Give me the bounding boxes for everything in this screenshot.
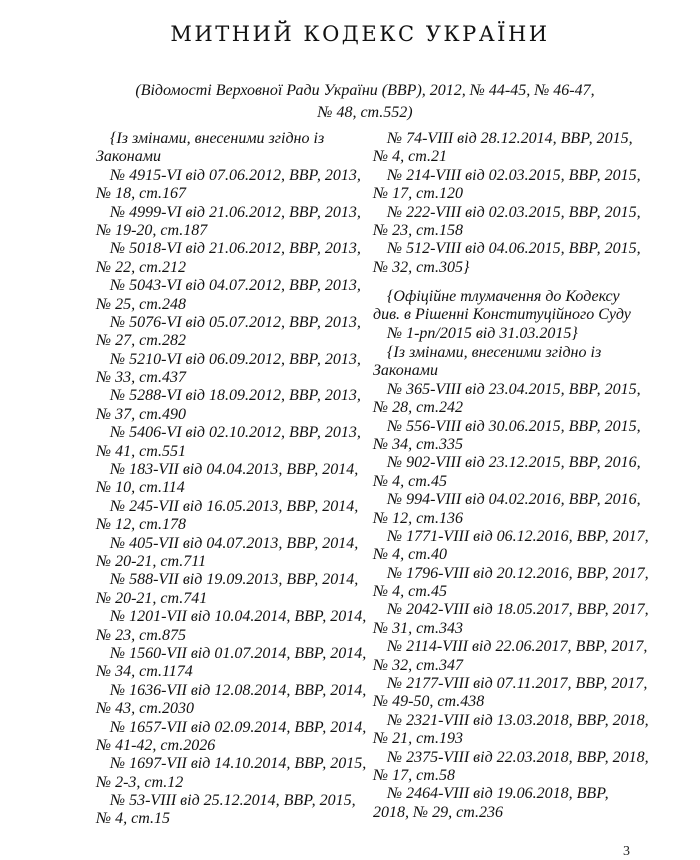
text-line: № 365-VIII від 23.04.2015, ВВР, 2015, [387, 380, 641, 398]
text-line: № 4, ст.45 [373, 583, 447, 601]
text-line: № 1697-VII від 14.10.2014, ВВР, 2015, [110, 755, 367, 773]
text-line: № 34, ст.1174 [96, 663, 193, 681]
text-line: № 2114-VIII від 22.06.2017, ВВР, 2017, [387, 638, 648, 656]
text-line: № 41, ст.551 [96, 442, 186, 460]
text-line: {Із змінами, внесеними згідно із [110, 130, 325, 147]
text-line: № 33, ст.437 [96, 369, 186, 387]
text-line: № 222-VIII від 02.03.2015, ВВР, 2015, [387, 203, 641, 221]
source-reference [130, 80, 600, 124]
text-line: № 17, ст.120 [373, 185, 463, 203]
text-line: № 2042-VIII від 18.05.2017, ВВР, 2017, [387, 601, 649, 619]
text-line: № 2177-VIII від 07.11.2017, ВВР, 2017, [387, 675, 648, 693]
text-line: № 37, ст.490 [96, 405, 186, 423]
text-line: {Із змінами, внесеними згідно із [387, 344, 602, 361]
text-line: № 43, ст.2030 [96, 700, 194, 718]
amendments-left-column [96, 130, 366, 829]
text-line: № 902-VIII від 23.12.2015, ВВР, 2016, [387, 454, 641, 472]
text-line: № 17, ст.58 [373, 766, 455, 784]
text-line: № 214-VIII від 02.03.2015, ВВР, 2015, [387, 166, 641, 184]
text-line: № 5076-VI від 05.07.2012, ВВР, 2013, [110, 313, 361, 331]
amendments-right-column-top [373, 130, 643, 277]
text-line: № 4, ст.15 [96, 810, 170, 828]
document-title: МИТНИЙ КОДЕКС УКРАЇНИ [170, 22, 550, 46]
official-interpretation-note [373, 288, 643, 343]
text-line: № 1636-VII від 12.08.2014, ВВР, 2014, [110, 681, 367, 699]
text-line: 2018, № 29, ст.236 [373, 803, 503, 821]
text-line: № 4, ст.40 [373, 546, 447, 564]
text-line: № 5406-VI від 02.10.2012, ВВР, 2013, [110, 424, 361, 442]
text-line: № 10, ст.114 [96, 479, 185, 497]
text-line: № 28, ст.242 [373, 399, 463, 417]
text-line: № 5043-VI від 04.07.2012, ВВР, 2013, [110, 277, 361, 295]
text-line: № 53-VIII від 25.12.2014, ВВР, 2015, [110, 792, 356, 810]
text-line: № 1560-VII від 01.07.2014, ВВР, 2014, [110, 644, 367, 662]
text-line: № 5018-VI від 21.06.2012, ВВР, 2013, [110, 240, 361, 258]
text-line: № 1771-VIII від 06.12.2016, ВВР, 2017, [387, 527, 649, 545]
text-line: № 74-VIII від 28.12.2014, ВВР, 2015, [387, 130, 633, 147]
text-line: № 405-VII від 04.07.2013, ВВР, 2014, [110, 534, 359, 552]
text-line: Законами [96, 148, 161, 166]
text-line: № 1657-VII від 02.09.2014, ВВР, 2014, [110, 718, 367, 736]
text-line: № 12, ст.178 [96, 516, 186, 534]
text-line: Законами [373, 362, 438, 380]
text-line: № 32, ст.305} [373, 258, 470, 276]
text-line: № 2464-VIII від 19.06.2018, ВВР, [387, 785, 609, 803]
text-line: № 5288-VI від 18.09.2012, ВВР, 2013, [110, 387, 361, 405]
text-line: № 27, ст.282 [96, 332, 186, 350]
text-line: № 18, ст.167 [96, 185, 186, 203]
text-line: № 32, ст.347 [373, 656, 463, 674]
text-line: № 4, ст.45 [373, 472, 447, 490]
text-line: № 41-42, ст.2026 [96, 736, 216, 754]
text-line: № 1-рп/2015 від 31.03.2015} [387, 324, 578, 342]
text-line: № 19-20, ст.187 [96, 221, 208, 239]
text-line: № 4, ст.21 [373, 148, 447, 166]
text-line: № 183-VII від 04.04.2013, ВВР, 2014, [110, 461, 359, 479]
text-line: № 588-VII від 19.09.2013, ВВР, 2014, [110, 571, 359, 589]
text-line: № 23, ст.158 [373, 221, 463, 239]
text-line: № 5210-VI від 06.09.2012, ВВР, 2013, [110, 350, 361, 368]
text-line: № 31, ст.343 [373, 619, 463, 637]
text-line: № 21, ст.193 [373, 730, 463, 748]
text-line: № 4999-VI від 21.06.2012, ВВР, 2013, [110, 203, 361, 221]
text-line: № 245-VII від 16.05.2013, ВВР, 2014, [110, 497, 359, 515]
text-line: № 512-VIII від 04.06.2015, ВВР, 2015, [387, 240, 641, 258]
source-line-1: (Відомості Верховної Ради України (ВВР), 2012, № 44-45, № 46-47, [135, 82, 595, 99]
text-line: № 12, ст.136 [373, 509, 463, 527]
text-line: № 49-50, ст.438 [373, 693, 485, 711]
source-line-2: № 48, ст.552) [317, 104, 413, 121]
text-line: № 2375-VIII від 22.03.2018, ВВР, 2018, [387, 748, 649, 766]
text-line: № 4915-VI від 07.06.2012, ВВР, 2013, [110, 166, 361, 184]
text-line: № 25, ст.248 [96, 295, 186, 313]
text-line: № 994-VIII від 04.02.2016, ВВР, 2016, [387, 491, 641, 509]
text-line: {Офіційне тлумачення до Кодексу [387, 288, 620, 305]
text-line: № 22, ст.212 [96, 258, 186, 276]
amendments-right-column-bottom [373, 344, 649, 822]
text-line: № 1796-VIII від 20.12.2016, ВВР, 2017, [387, 564, 649, 582]
text-line: № 20-21, ст.741 [96, 589, 208, 607]
page-number: 3 [623, 844, 630, 859]
text-line: № 2-3, ст.12 [96, 773, 184, 791]
text-line: № 34, ст.335 [373, 435, 463, 453]
text-line: див. в Рішенні Конституційного Суду [373, 306, 631, 324]
text-line: № 23, ст.875 [96, 626, 186, 644]
text-line: № 20-21, ст.711 [96, 552, 207, 570]
text-line: № 2321-VIII від 13.03.2018, ВВР, 2018, [387, 711, 649, 729]
text-line: № 556-VIII від 30.06.2015, ВВР, 2015, [387, 417, 641, 435]
text-line: № 1201-VII від 10.04.2014, ВВР, 2014, [110, 608, 367, 626]
